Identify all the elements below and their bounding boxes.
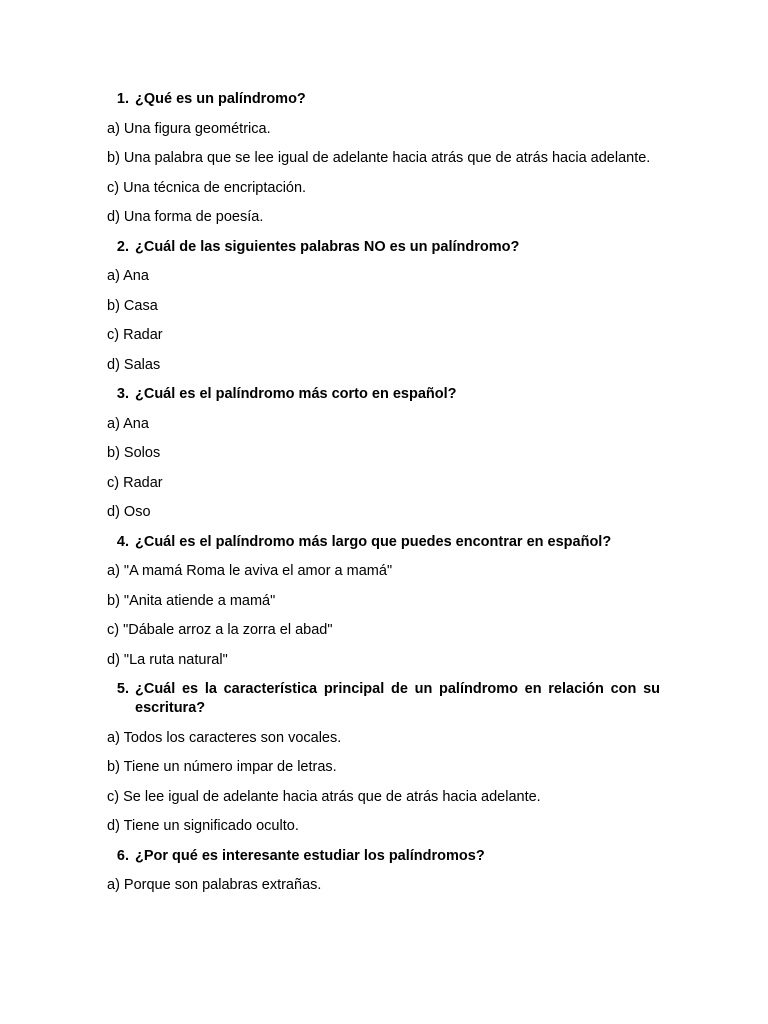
question-heading — [107, 385, 660, 404]
question-text: ¿Cuál es el palíndromo más largo que puedes encontrar en español? — [135, 533, 612, 550]
question-text: ¿Qué es un palíndromo? — [135, 91, 306, 107]
answer-option: c) Una técnica de encriptación. — [107, 179, 307, 196]
answer-option: a) Ana — [107, 268, 149, 284]
answer-option: b) Solos — [107, 445, 161, 461]
answer-option: a) Todos los caracteres son vocales. — [107, 729, 342, 746]
answer-option: c) Radar — [107, 327, 163, 343]
answer-option: b) Tiene un número impar de letras. — [107, 759, 337, 775]
question-text: ¿Cuál de las siguientes palabras NO es un palíndromo? — [135, 238, 520, 255]
question-block-5 — [107, 680, 660, 837]
question-heading — [107, 533, 660, 552]
answer-option: b) "Anita atiende a mamá" — [107, 592, 276, 609]
question-heading — [107, 847, 660, 866]
question-block-2 — [107, 238, 660, 376]
question-text: ¿Cuál es el palíndromo más corto en español? — [135, 386, 457, 402]
document-page — [107, 90, 660, 906]
answer-option: d) "La ruta natural" — [107, 651, 228, 668]
question-number: 5. — [116, 681, 129, 697]
question-block-1 — [107, 90, 660, 228]
answer-option: a) Ana — [107, 415, 149, 432]
question-number: 6. — [116, 847, 129, 864]
answer-option: d) Tiene un significado oculto. — [107, 818, 299, 834]
question-number: 2. — [116, 238, 129, 255]
answer-option: d) Oso — [107, 504, 151, 520]
answer-option: c) "Dábale arroz a la zorra el abad" — [107, 622, 333, 638]
answer-option: b) Casa — [107, 297, 158, 314]
question-number: 4. — [116, 533, 129, 550]
question-block-6 — [107, 847, 660, 896]
question-heading — [107, 680, 660, 718]
question-block-4 — [107, 533, 660, 671]
answer-option: d) Salas — [107, 356, 161, 373]
question-block-3 — [107, 385, 660, 523]
answer-option: c) Se lee igual de adelante hacia atrás que de atrás hacia adelante. — [107, 788, 541, 805]
answer-option: a) Una figura geométrica. — [107, 120, 271, 137]
answer-option: c) Radar — [107, 474, 163, 491]
question-text: ¿Cuál es la característica principal de un palíndromo en relación con su escritura? — [135, 681, 660, 716]
answer-option: a) Porque son palabras extrañas. — [107, 877, 322, 893]
answer-option: a) "A mamá Roma le aviva el amor a mamá" — [107, 563, 393, 579]
question-number: 3. — [116, 386, 129, 402]
answer-option: b) Una palabra que se lee igual de adelante hacia atrás que de atrás hacia adelante. — [107, 150, 651, 166]
answer-option: d) Una forma de poesía. — [107, 209, 264, 225]
question-text: ¿Por qué es interesante estudiar los palíndromos? — [135, 847, 485, 864]
question-number: 1. — [116, 91, 129, 107]
question-heading — [107, 238, 660, 257]
question-heading — [107, 90, 660, 109]
